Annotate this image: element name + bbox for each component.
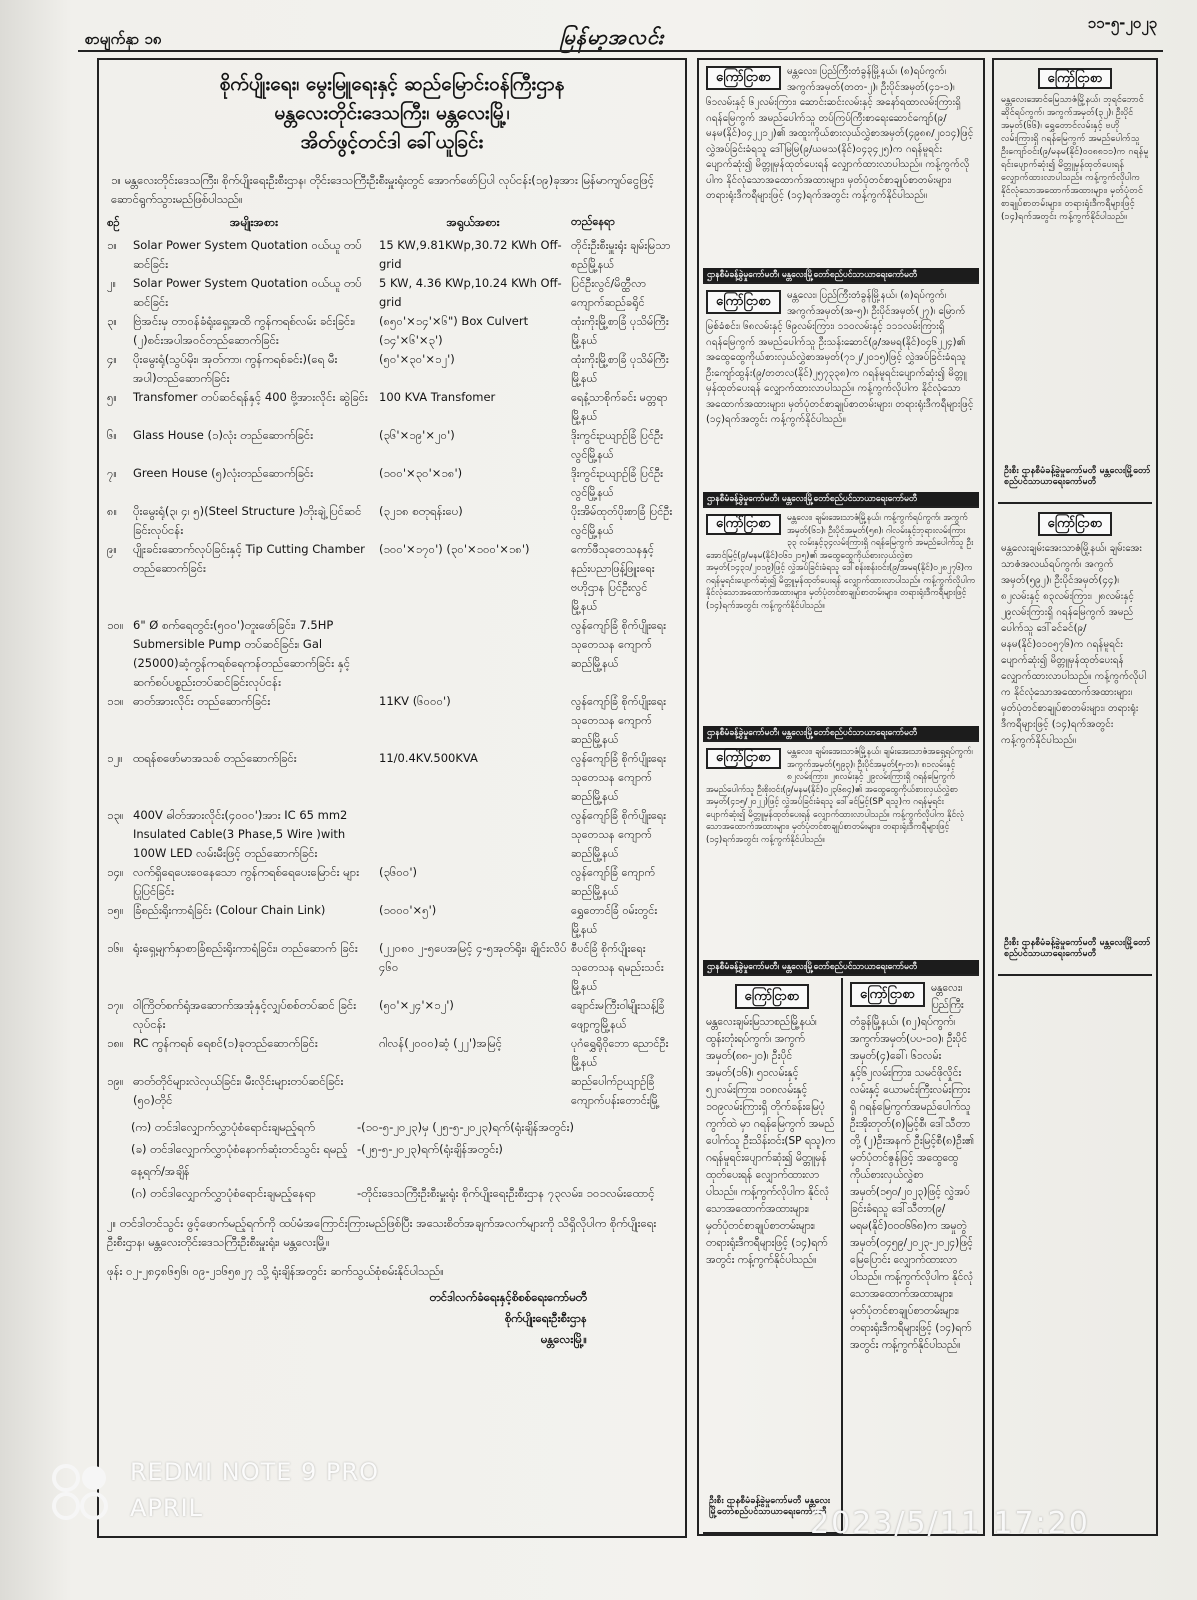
- row-location: လွန်ကျော်ခြံ စိုက်ပျိုးရေးသုတေသန ကျောက်ဆည်မြို့နယ်: [571, 752, 666, 803]
- row-number: ၁၆။: [107, 941, 124, 955]
- row-number: ၁။: [107, 238, 117, 252]
- row-location: ပြင်ဦးလွင်/မိတ္ထီလာ ကျောက်ဆည်ခရိုင်: [571, 277, 647, 309]
- row-description: ဓာတ်တိုင်များလဲလှယ်ခြင်း၊ မီးလိုင်းများတပ်ဆင်ခြင်း (၅၀)တိုင်: [133, 1074, 344, 1107]
- row-description: Green House (၅)လုံးတည်ဆောက်ခြင်း: [133, 466, 314, 480]
- row-description: ဝါကြိတ်စက်ရုံအဆောက်အအုံနှင့်လျှပ်စစ်တပ်ဆင် ခြင်းလုပ်ငန်း: [133, 998, 357, 1031]
- photo-timestamp: 2023/5/11 17:20: [810, 1506, 1090, 1541]
- row-size: [379, 806, 571, 863]
- notice-badge: ကြော်ငြာစာ: [735, 984, 810, 1009]
- date-line: (က) တင်ဒါလျှောက်လွှာပုံစံရောင်းချမည့်ရက် -(၁၀-၅-၂၀၂၃)မှ (၂၅-၅-၂၀၂၃)ရက်(ရုံးချိန်အတွင်း): [131, 1120, 575, 1134]
- row-description: 6" Ø စက်ရေတွင်း(၅၀၀')တူးဖော်ခြင်း၊ 7.5HP Submersible Pump တပ်ဆင်ခြင်း၊ Gal (25000)ဆံ့ကွန်ကရစ်ရေကန်တည်ဆောက်ခြင်း နှင့်ဆက်စပ်ပစ္စည်းတပ်ဆင်ခြင်းလုပ်ငန်း: [133, 618, 351, 689]
- notice-box: [998, 506, 1152, 976]
- masthead: မြန်မာ့အလင်း: [560, 25, 665, 49]
- row-description: Glass House (၁)လုံး တည်ဆောက်ခြင်း: [133, 428, 314, 442]
- notice-box: [703, 744, 979, 976]
- notice-badge: ကြော်ငြာစာ: [1038, 512, 1113, 536]
- notice-badge: ကြော်ငြာစာ: [850, 982, 925, 1007]
- row-location: ကော်ဖီသုတေသနနှင့် နည်းပညာဖြန့်ဖြူးရေး ဗဟိုဌာန ပြင်ဦးလွင်မြို့နယ်: [571, 543, 655, 613]
- tender-note: ၂။ တင်ဒါတင်သွင်း ဖွင့်ဖောက်မည့်ရက်ကို ထပ်မံအကြောင်းကြားမည်ဖြစ်ပြီး အသေးစိတ်အချက်အလက်များကို သိရှိလိုပါက စိုက်ပျိုးရေးဦးစီးဌာန၊ မန္တလေးတိုင်းဒေသကြီးဦးစီးမှူးရုံး၊ မန္တလေးမြို့။: [107, 1216, 657, 1249]
- row-location: ထုံးကိုးမြို့စာခြံ ပုသိမ်ကြီးမြို့နယ်: [571, 353, 669, 385]
- row-number: ၄။: [107, 352, 117, 366]
- tender-row: [107, 236, 677, 274]
- row-location: ချောင်းမကြီးဝါမျိုးသန့်ခြံ ဖျော့ကွမြို့နယ်: [571, 999, 665, 1031]
- col-type: အမျိုးအစား: [229, 215, 279, 229]
- row-size: ဂါလန်(၂၀၀၀)ဆံ့ (၂၂')အမြင့်: [379, 1036, 502, 1050]
- row-size: (၂၂၀၈၀ ၂-၅ပေအမြင့် ၄-၅အုတ်ရိုး၊ ချိုင်းလိပ် ၄၆၀: [379, 941, 567, 974]
- row-description: ဗြဲအင်းမှ တာဝန်ခံရုံးရှေ့အထိ ကွန်ကရစ်လမ်း ခင်းခြင်း၊ (၂)စင်းအပါအဝင်တည်ဆောက်ခြင်း: [133, 314, 356, 347]
- row-number: ၁၄။: [107, 865, 124, 879]
- notice-text: မန္တလေး၊ ချမ်းအေးသာဇံမြို့နယ်၊ ချမ်းအေးသာဇံအရှေ့ရပ်ကွက်၊ အကွက်အမှတ်(၅၉၃)၊ ဦးပိုင်အမှတ်(၅-ဘ)၊ ၈၁လမ်းနှင့် ၈၂လမ်းကြား၊ ၂၈လမ်းနှင့် ၂၉လမ်းကြားရှိ ဂရန်မြေကွက် အမည်ပေါက်သူ ဦးစိုးဝင်း(၉/မနမ(နိုင်)၀၂၃၆၈၄)၏ အထွေထွေကိုယ်စားလှယ်လွှဲစာအမှတ်(၄၁၅/၂၀၂၂)ဖြင့် လွှဲအပ်ခြင်းခံရသူ ဒေါ်ခင်မြင့်(SP ရသူ)က ဂရန်မူရင်းပျောက်ဆုံး၍ မိတ္တူမှန်ထုတ်ပေးရန် လျှောက်ထားလာပါသည်။ ကန့်ကွက်လိုပါက နိုင်လုံသောအထောက်အထားများ၊ မှတ်ပုံတင်စာချုပ်စာတမ်းများ၊ တရားရုံးဒီကရီများဖြင့် (၁၄)ရက်အတွင်း ကန့်ကွက်နိုင်ပါသည်။: [706, 747, 973, 845]
- row-size: 5 KW, 4.36 KWp,10.24 KWh Off-grid: [379, 276, 562, 309]
- row-location: ထုံးကိုးမြို့စာခြံ ပုသိမ်ကြီးမြို့နယ်: [571, 315, 669, 347]
- row-location: လွန်ကျော်ခြံ စိုက်ပျိုးရေးသုတေသန ကျောက်ဆည်မြို့နယ်: [571, 809, 666, 860]
- tender-dates: [107, 1116, 677, 1204]
- tender-row: [107, 1072, 677, 1110]
- notice-badge: ကြော်ငြာစာ: [706, 514, 781, 535]
- tender-row: [107, 388, 677, 426]
- row-number: ၉။: [107, 542, 117, 556]
- tender-intro: ၁။ မန္တလေးတိုင်းဒေသကြီး၊ စိုက်ပျိုးရေးဦးစီးဌာန၊ တိုင်းဒေသကြီးဦးစီးမှူးရုံးတွင် အောက်ဖော်ပြပါ လုပ်ငန်း(၁၉)ခုအား မြန်မာကျပ်ငွေဖြင့် ဆောင်ရွက်သွားမည်ဖြစ်ပါသည်။: [111, 173, 655, 206]
- notices-column-middle: [697, 58, 985, 1536]
- tender-row: [107, 274, 677, 312]
- camera-watermark: [48, 1452, 408, 1542]
- row-number: ၂။: [107, 276, 117, 290]
- row-number: ၃။: [107, 314, 117, 328]
- notice-badge: ကြော်ငြာစာ: [706, 66, 781, 90]
- notice-text: မန္တလေးချမ်းအေးသာဇံမြို့နယ်၊ ချမ်းအေးသာဇံအလယ်ရပ်ကွက်၊ အကွက်အမှတ်(၅၉၂)၊ ဦးပိုင်အမှတ်(၄၄)၊ ၈၂လမ်းနှင့် ၈၃လမ်းကြား၊ ၂၈လမ်းနှင့် ၂၉လမ်းကြားရှိ ဂရန်မြေကွက် အမည်ပေါက်သူ ဒေါ်ခင်ခင်(၉/မနမ(နိုင်)၀၁၀၅၇၆)က ဂရန်မူရင်းပျောက်ဆုံး၍ မိတ္တူမှန်ထုတ်ပေးရန် လျှောက်ထားလာပါသည်။ ကန့်ကွက်လိုပါက နိုင်လုံသောအထောက်အထားများ၊ မှတ်ပုံတင်စာချုပ်စာတမ်းများ၊ တရားရုံးဒီကရီများဖြင့် (၁၄)ရက်အတွင်း ကန့်ကွက်နိုင်ပါသည်။: [1001, 543, 1146, 746]
- notice-footer: ဌာနစီမံခန့်ခွဲမှုကော်မတီ၊ မန္တလေးမြို့တော်စည်ပင်သာယာရေးကော်မတီ: [703, 492, 979, 506]
- row-description: ပိုးမွေးရုံ(၃၊ ၄၊ ၅)(Steel Structure )တိုးချဲ့ ပြင်ဆင်ခြင်းလုပ်ငန်း: [133, 504, 362, 537]
- tender-row: [107, 502, 677, 540]
- tender-row: [107, 749, 677, 806]
- notice-text: မန္တလေး၊ ပြည်ကြီးတံခွန်မြို့နယ်၊ (၈)ရပ်ကွက်၊ အကွက်အမှတ်(တတ-၂)၊ ဦးပိုင်အမှတ်(၄၁-၁)၊ ၆၁လမ်းနှင့် ၆၂လမ်းကြား၊ ဆောင်းဆင်းလမ်းနှင့် အနော်ရထာလမ်းကြားရှိ ဂရန်မြေကွက် အမည်ပေါက်သူ တပ်ကြပ်ကြီးစာရေးဆောင်ကျော်(၉/မနမ(နိုင်)၀၄၂၂၁၂)၏ အထူးကိုယ်စားလှယ်လွှဲစာအမှတ်(၄၉၈၈/၂၀၁၄)ဖြင့် လွှဲအပ်ခြင်းခံရသူ ဒေါ်မြမြ(၉/ယမသ(နိုင်)၀၄၃၄၂၅)က ဂရန်မူရင်းပျောက်ဆုံး၍ မိတ္တူမှန်ထုတ်ပေးရန် လျှောက်ထားလာပါသည်။ ကန့်ကွက်လိုပါက နိုင်လုံသောအထောက်အထားများ၊ မှတ်ပုံတင်စာချုပ်စာတမ်းများ၊ တရားရုံးဒီကရီများဖြင့် (၁၄)ရက်အတွင်း ကန့်ကွက်နိုင်ပါသည်။: [706, 66, 974, 201]
- col-location: တည်နေရာ: [571, 215, 615, 228]
- tender-row: [107, 863, 677, 901]
- row-description: ဓာတ်အားလိုင်း တည်ဆောက်ခြင်း: [133, 694, 271, 708]
- camera-logo-icon: [48, 1460, 118, 1530]
- date-line: (ခ) တင်ဒါလျှောက်လွှာပုံစံနောက်ဆုံးတင်သွင်း ရမည့်နေ့ရက်/အချိန် -(၂၅-၅-၂၀၂၃)ရက်(ရုံးချိန်အတွင်း): [131, 1142, 503, 1178]
- row-size: (၅၀'×၃၀'×၁၂'): [379, 352, 455, 366]
- row-location: တိုင်းဦးစီးမှူးရုံး ချမ်းမြသာစည်မြို့နယ်: [571, 239, 671, 271]
- tender-title-3: အိတ်ဖွင့်တင်ဒါ ခေါ်ယူခြင်း: [300, 131, 484, 153]
- tender-title-1: စိုက်ပျိုးရေး၊ မွေးမြူရေးနှင့် ဆည်မြောင်းဝန်ကြီးဌာန: [219, 73, 565, 95]
- tender-row: [107, 540, 677, 616]
- row-size: (၅၀'×၂၄'×၁၂'): [379, 998, 454, 1012]
- row-location: ဒိုးကွင်းဥယျာဉ်ခြံ ပြင်ဦးလွင်မြို့နယ်: [571, 429, 663, 461]
- tender-table-header: [107, 215, 677, 232]
- row-number: ၈။: [107, 504, 118, 518]
- row-number: ၇။: [107, 466, 117, 480]
- row-size: (၁၀၀၀'×၅'): [379, 903, 437, 917]
- page-date: ၁၁-၅-၂၀၂၃: [1087, 14, 1157, 32]
- col-no: စဉ်: [107, 215, 120, 229]
- row-size: [379, 1072, 571, 1110]
- row-location: ရေနံ့သာစိုက်ခင်း မတ္တရာမြို့နယ်: [571, 391, 668, 423]
- tender-table-body: [107, 236, 677, 1110]
- notice-signature: ဦးစီး ဌာနစီမံခန့်ခွဲမှုကော်မတီ မန္တလေးမြို့တော်စည်ပင်သာယာရေးကော်မတီ: [1004, 466, 1151, 487]
- page-label: စာမျက်နှာ ၁၈: [85, 30, 162, 48]
- row-location: ဆည်ပေါက်ဥယျာဉ်ခြံ ကျောက်ပန်းတောင်းမြို့: [571, 1075, 660, 1107]
- notice-badge: ကြော်ငြာစာ: [706, 290, 781, 314]
- row-location: လွန်ကျော်ခြံ စိုက်ပျိုးရေးသုတေသန ကျောက်ဆည်မြို့နယ်: [571, 695, 666, 746]
- row-description: ပျိုးခင်းဆောက်လုပ်ခြင်းနှင့် Tip Cutting Chamber တည်ဆောက်ခြင်း: [133, 542, 365, 575]
- col-size: အရွယ်အစား: [446, 215, 500, 229]
- row-description: 400V ဓါတ်အားလိုင်း(၄၀၀၀')အား IC 65 mm2 Insulated Cable(3 Phase,5 Wire )with 100W LED လမ်းမီးဖြင့် တည်ဆောက်ခြင်း: [133, 808, 348, 860]
- row-number: ၅။: [107, 390, 117, 404]
- notice-box: [847, 978, 979, 1534]
- tender-row: [107, 350, 677, 388]
- notice-badge: ကြော်ငြာစာ: [1038, 68, 1113, 89]
- row-size: 100 KVA Transfomer: [379, 390, 496, 404]
- row-size: 15 KW,9.81KWp,30.72 KWh Off-grid: [379, 238, 562, 271]
- notice-signature: ဦးစီး ဌာနစီမံခန့်ခွဲမှုကော်မတီ မန္တလေးမြို့တော်စည်ပင်သာယာရေးကော်မတီ: [1004, 938, 1151, 959]
- row-location: ရွှေတောင်ခြံ ဝမ်းတွင်းမြို့နယ်: [571, 904, 658, 936]
- notice-text: မန္တလေးချမ်းမြသာစည်မြို့နယ်၊ ထွန်းတုံးရပ်ကွက်၊ အကွက်အမှတ်(၈၈-၂၀)၊ ဦးပိုင်အမှတ်(၁၆)၊ ၅၁လမ်းနှင့် ၅၂လမ်းကြား၊ ၁၀၈လမ်းနှင့် ၁၀၉လမ်းကြားရှိ တိုက်ခန်းမြေပုံကွက်ထဲ မှာ ဂရန်မြေကွက် အမည်ပေါက်သူ ဦးသိန်းဝင်း(SP ရသူ)က ဂရန်မူရင်းပျောက်ဆုံး၍ မိတ္တူမှန်ထုတ်ပေးရန် လျှောက်ထားလာပါသည်။ ကန့်ကွက်လိုပါက နိုင်လုံသောအထောက်အထားများ၊ မှတ်ပုံတင်စာချုပ်စာတမ်းများ၊ တရားရုံးဒီကရီများဖြင့် (၁၄)ရက်အတွင်း ကန့်ကွက်နိုင်ပါသည်။: [706, 1016, 836, 1266]
- row-number: ၁၁။: [107, 694, 124, 708]
- tender-row: [107, 692, 677, 749]
- notice-box: [703, 510, 979, 742]
- row-number: ၁၂။: [107, 751, 123, 765]
- notice-footer: ဌာနစီမံခန့်ခွဲမှုကော်မတီ၊ မန္တလေးမြို့တော်စည်ပင်သာယာရေးကော်မတီ: [703, 726, 979, 740]
- row-description: ခြံစည်းရိုးကာရံခြင်း (Colour Chain Link): [133, 903, 326, 917]
- date-line: (ဂ) တင်ဒါလျှောက်လွှာပုံစံရောင်းချမည့်နေရာ -တိုင်းဒေသကြီးဦးစီးမှူးရုံး စိုက်ပျိုးရေးဦးစီးဌာန ၇၃လမ်း၊ ၁၀၁လမ်းထောင့်: [131, 1186, 655, 1200]
- notice-text: မန္တလေး၊ ချမ်းအေးသာဇံမြို့နယ်၊ ကန့်ကွက်ရပ်ကွက်၊ အကွက်အမှတ်(၆၁)၊ ဦးပိုင်အမှတ်(၅၈)၊ ဂါလမ်းနှင့်ဘုရားလမ်းကြား ၃၃ လမ်းနှင့်၃၄လမ်းကြားရှိ ဂရန်မြေကွက် အမည်ပေါက်သူ ဦးအောင်မြင့်(၉/မနမ(နိုင်)၀၆၁၂၁၅)၏ အထွေထွေကိုယ်စားလှယ်လွှဲစာအမှတ်(၁၄၃၁/၂၀၁၉)ဖြင့် လွှဲအပ်ခြင်းခံရသူ ဒေါ်စန်းစန်းဝင်း(၉/အမရ(နိုင်)၀၂၈၂၇၆)က ဂရန်မူရင်းပျောက်ဆုံး၍ မိတ္တူမှန်ထုတ်ပေးရန် လျှောက်ထားလာပါသည်။ ကန့်ကွက်လိုပါက နိုင်လုံသောအထောက်အထားများ၊ မှတ်ပုံတင်စာချုပ်စာတမ်းများ၊ တရားရုံးဒီကရီများဖြင့် (၁၄)ရက်အတွင်း ကန့်ကွက်နိုင်ပါသည်။: [706, 513, 976, 611]
- row-size: (၁၀၀'×၁၇၀') (၃၀'×၁၀၀'×၁၈'): [379, 542, 530, 556]
- row-number: ၁၀။: [107, 618, 124, 632]
- tender-row: [107, 312, 677, 350]
- row-size: 11/0.4KV.500KVA: [379, 751, 478, 765]
- camera-brand: REDMI NOTE 9 PRO: [130, 1458, 379, 1486]
- notice-signature: ဦးစီး ဌာနစီမံခန့်ခွဲမှုကော်မတီ မန္တလေးမြို့တော်စည်ပင်သာယာရေးကော်မတီ: [709, 1496, 831, 1517]
- row-location: ပိုးအိမ်ထုတ်ပိုးစာခြံ ပြင်ဦးလွင်မြို့နယ်: [571, 505, 673, 537]
- row-location: ဒိုးကွင်းဥယျာဉ်ခြံ ပြင်ဦးလွင်မြို့နယ်: [571, 467, 663, 499]
- notice-footer: ဌာနစီမံခန့်ခွဲမှုကော်မတီ၊ မန္တလေးမြို့တော်စည်ပင်သာယာရေးကော်မတီ: [703, 960, 979, 974]
- row-number: ၁၈။: [107, 1036, 124, 1050]
- row-description: ထရန်စဖော်မာအသစ် တည်ဆောက်ခြင်း: [133, 751, 297, 765]
- camera-sub: APRIL: [130, 1494, 204, 1522]
- notice-footer: ဌာနစီမံခန့်ခွဲမှုကော်မတီ၊ မန္တလေးမြို့တော်စည်ပင်သာယာရေးကော်မတီ: [703, 268, 979, 282]
- row-number: ၁၅။: [107, 903, 124, 917]
- row-size: 11KV (၆၀၀၀'): [379, 694, 451, 708]
- notices-column-right: [992, 58, 1158, 1536]
- tender-row: [107, 901, 677, 939]
- row-location: ပုဂံရွှေရိုဝိုဘော ညောင်ဦးမြို့နယ်: [571, 1037, 669, 1069]
- notice-badge: ကြော်ငြာစာ: [706, 748, 781, 769]
- notice-box: [703, 978, 843, 1534]
- header-rule: [78, 50, 1163, 52]
- row-size: [379, 616, 571, 692]
- tender-notice: [97, 58, 687, 1538]
- tender-row: [107, 1034, 677, 1072]
- tender-row: [107, 616, 677, 692]
- tender-row: [107, 806, 677, 863]
- row-size: (၃၆'×၁၉'×၂၀'): [379, 428, 455, 442]
- row-description: ရုံးရှေ့မျက်နှာစာခြံစည်းရိုးကာရံခြင်း၊ တည်ဆောက် ခြင်း: [133, 941, 358, 955]
- row-location: လွန်ကျော်ခြံ ကျောက်ဆည်မြို့နယ်: [571, 866, 656, 898]
- notice-text: မန္တလေး၊ ပြည်ကြီးတံခွန်မြို့နယ်၊ (၈)ရပ်ကွက်၊ အကွက်အမှတ်(အ-၅)၊ ဦးပိုင်အမှတ်(၂၇)၊ မြောက်မြစ်ခံစင်း၊ ၆၈လမ်းနှင့် ၆၉လမ်းကြား၊ ၁၁၀လမ်းနှင့် ၁၁၁လမ်းကြားရှိ ဂရန်မြေကွက် အမည်ပေါက်သူ ဦးသန်းဆောင်(၉/အမရ(နိုင်)၀၄၆၂၂၄)၏ အထွေထွေကိုယ်စားလှယ်လွှဲစာအမှတ်(၇၁၂/၂၀၁၅)ဖြင့် လွှဲအပ်ခြင်းခံရသူ ဦးကျော်ထွန်း(၉/တတလ(နိုင်)၂၅၇၃၃၈)က ဂရန်မူရင်းပျောက်ဆုံး၍ မိတ္တူမှန်ထုတ်ပေးရန် လျှောက်ထားလာပါသည်။ ကန့်ကွက်လိုပါက နိုင်လုံသောအထောက်အထားများ၊ မှတ်ပုံတင်စာချုပ်စာတမ်းများ၊ တရားရုံးဒီကရီများဖြင့် (၁၄)ရက်အတွင်း ကန့်ကွက်နိုင်ပါသည်။: [706, 290, 974, 425]
- tender-row: [107, 464, 677, 502]
- notice-box: [703, 62, 979, 284]
- notice-box: [703, 286, 979, 508]
- row-number: ၆။: [107, 428, 117, 442]
- row-number: ၁၇။: [107, 998, 124, 1012]
- row-location: လွန်ကျော်ခြံ စိုက်ပျိုးရေးသုတေသန ကျောက်ဆည်မြို့နယ်: [571, 619, 666, 670]
- tender-row: [107, 939, 677, 996]
- row-description: ပိုးမွေးရုံ(သွပ်မိုး၊ အုတ်ကာ၊ ကွန်ကရစ်ခင်း)(ရေ မီးအပါ)တည်ဆောက်ခြင်း: [133, 352, 338, 385]
- row-size: (၈၅၀'×၁၄'×၆") Box Culvert (၁၄'×၆'×၃'): [379, 314, 529, 347]
- tender-row: [107, 996, 677, 1034]
- notice-box: [998, 62, 1152, 504]
- row-description: လက်ရှိရေပေးဝေနေသော ကွန်ကရစ်ရေပေးမြောင်း များ ပြုပြင်ခြင်း: [133, 865, 360, 898]
- row-number: ၁၉။: [107, 1074, 124, 1088]
- row-description: RC ကွန်ကရစ် ရေစင်(၁)ခုတည်ဆောက်ခြင်း: [133, 1036, 318, 1050]
- row-size: (၁၀၀'×၃၀'×၁၈'): [379, 466, 463, 480]
- row-description: Transfomer တပ်ဆင်ရန်နှင့် 400 ဗို့အားလိုင်း ဆွဲခြင်း: [133, 390, 368, 404]
- tender-signature: တင်ဒါလက်ခံရေးနှင့်စိစစ်ရေးကော်မတီ စိုက်ပျိုးရေးဦးစီးဌာန မန္တလေးမြို့။: [429, 1290, 587, 1346]
- tender-phone: ဖုန်း ၀၂-၂၈၄၈၆၅၆၊ ၀၉-၂၁၆၅၈၂၇ သို့ ရုံးချိန်အတွင်း ဆက်သွယ်စုံစမ်းနိုင်ပါသည်။: [107, 1264, 444, 1278]
- row-description: Solar Power System Quotation ဝယ်ယူ တပ်ဆင်ခြင်း: [133, 276, 362, 309]
- row-number: ၁၃။: [107, 808, 124, 822]
- notice-text: မန္တလေးအောင်မြေသာဇံမြို့နယ်၊ ဘုရင်ဘောင်ဆိုင်ရပ်ကွက်၊ အကွက်အမှတ်(၃၂)၊ ဦးပိုင်အမှတ်(၆၆)၊ ရွှေတောင်လမ်းနှင့် ဗဟိုလမ်းကြားရှိ ဂရန်မြေကွက် အမည်ပေါက်သူ ဦးကျော်ဝင်း(၉/မနမ(နိုင်)၀၀၈၈၁၁)က ဂရန်မူရင်းပျောက်ဆုံး၍ မိတ္တူမှန်ထုတ်ပေးရန် လျှောက်ထားလာပါသည်။ ကန့်ကွက်လိုပါက နိုင်လုံသောအထောက်အထားများ၊ မှတ်ပုံတင်စာချုပ်စာတမ်းများ၊ တရားရုံးဒီကရီများဖြင့် (၁၄)ရက်အတွင်း ကန့်ကွက်နိုင်ပါသည်။: [1001, 95, 1149, 222]
- row-size: (၃၂၁၈ စတုရန်းပေ): [379, 504, 463, 518]
- row-location: စီပင်ခြံ စိုက်ပျိုးရေးသုတေသန ရမည်းသင်းမြို့နယ်: [571, 942, 664, 993]
- tender-title-2: မန္တလေးတိုင်းဒေသကြီး၊ မန္တလေးမြို့၊: [274, 102, 510, 124]
- row-description: Solar Power System Quotation ဝယ်ယူ တပ်ဆင်ခြင်း: [133, 238, 362, 271]
- tender-row: [107, 426, 677, 464]
- notice-text: မန္တလေး၊ ပြည်ကြီးတံခွန်မြို့နယ်၊ (၈၂)ရပ်ကွက်၊ အကွက်အမှတ်(ပပ-၁၀)၊ ဦးပိုင်အမှတ်(၄)ခေါ်၊ ၆၁လမ်းနှင့်၆၂လမ်းကြား၊ သမင်ဖိုလှိုင်းလမ်းနှင့် ယောမင်းကြီးလမ်းကြားရှိ ဂရန်မြေကွက်အမည်ပေါက်သူ ဦးအိုးတုတ်(၈)မြင့်စီ၊ ဒေါ်သီတာတို့ (၂)ဦးအနက် ဦးမြင့်စီ(၈)ဦး၏ မှတ်ပုံတင်ဇွန်ဖြင့် အထွေထွေကိုယ်စားလှယ်လွှဲစာအမှတ်(၁၅၀/၂၀၂၃)ဖြင့် လွှဲအပ်ခြင်းခံရသူ ဒေါ်သီတာ(၉/မရမ(နိုင်)၀၀၀၆၆၈)က အမှုတွဲအမှတ်(၀၄၅၉/၂၀၂၃-၂၀၂၄)ဖြင့် မြေပြောင်း လျှောက်ထားလာပါသည်။ ကန့်ကွက်လိုပါက နိုင်လုံသောအထောက်အထားများ၊ မှတ်ပုံတင်စာချုပ်စာတမ်းများ၊ တရားရုံးဒီကရီများဖြင့် (၁၄)ရက်အတွင်း ကန့်ကွက်နိုင်ပါသည်။: [850, 982, 975, 1351]
- row-size: (၃၆၀၀'): [379, 865, 418, 879]
